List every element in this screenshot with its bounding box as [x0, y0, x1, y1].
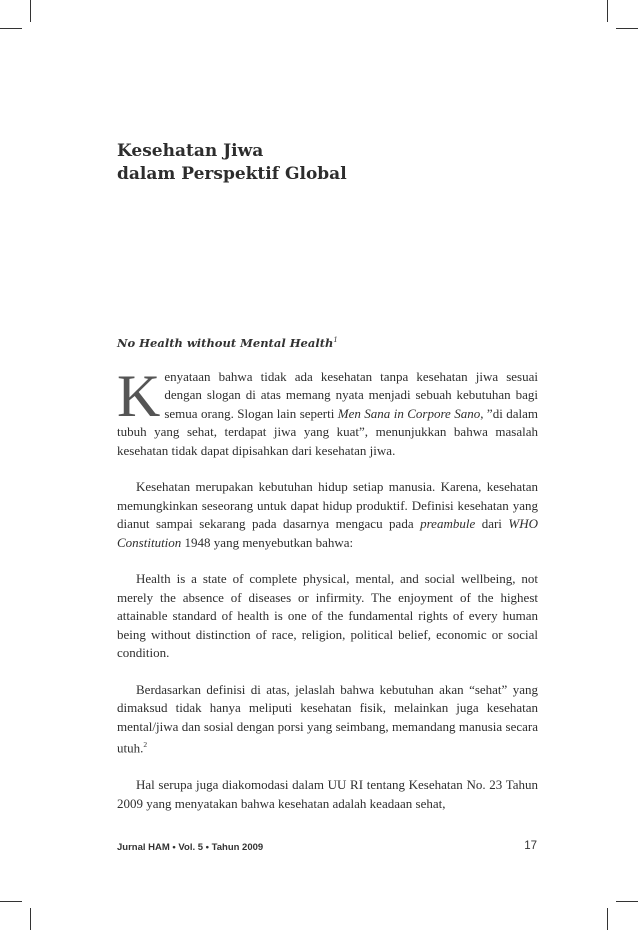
footnote-ref-1: 1 — [333, 336, 338, 345]
crop-mark — [607, 908, 608, 930]
page-title — [117, 140, 347, 186]
para2-text-c: 1948 yang menyebutkan bahwa: — [181, 534, 354, 550]
para2-italic-who: WHO Constitution — [117, 516, 539, 550]
paragraph-3-quote: Health is a state of complete physical, mental, and social wellbeing, not merely the absence of diseases or infirmity. The enjoyment of the highest attainable standard of health is one of the fundamental rights of every human being without distinction of race, religion, political belief, economic or social condition. — [117, 571, 538, 661]
para1-italic-latin: Men Sana in Corpore Sano — [337, 405, 481, 421]
subheading-text: No Health without Mental Health — [117, 336, 334, 350]
crop-mark — [30, 0, 31, 22]
crop-mark — [30, 908, 31, 930]
page-number: 17 — [524, 840, 537, 852]
title-line-1: Kesehatan Jiwa — [117, 141, 264, 161]
para2-text-a: Kesehatan merupakan kebutuhan hidup setiap manusia. Karena, kesehatan memungkinkan seseorang untuk dapat hidup produktif. Definisi kesehatan yang dianut sampai sekarang pada dasarnya mengacu pada — [117, 479, 538, 532]
paragraph-4 — [117, 681, 538, 758]
section-subheading — [117, 336, 338, 350]
para1-text-b: , ”di dalam tubuh yang sehat, terdapat jiwa yang kuat”, menunjukkan bahwa masalah kesehatan tidak dapat dipisahkan dari kesehatan jiwa. — [117, 405, 538, 458]
crop-mark — [0, 28, 22, 29]
crop-mark — [616, 28, 638, 29]
crop-mark — [616, 901, 638, 902]
paragraph-2 — [117, 478, 538, 552]
drop-cap: K — [117, 363, 161, 429]
article-body — [117, 363, 539, 831]
paragraph-1 — [117, 363, 538, 460]
paragraph-5: Hal serupa juga diakomodasi dalam UU RI tentang Kesehatan No. 23 Tahun 2009 yang menyatakan bahwa kesehatan adalah keadaan sehat, — [117, 777, 538, 811]
title-line-2: dalam Perspektif Global — [117, 164, 347, 184]
para4-text: Berdasarkan definisi di atas, jelaslah bahwa kebutuhan akan “sehat” yang dimaksud tidak hanya meliputi kesehatan fisik, melainkan juga kesehatan mental/jiwa dan sosial dengan porsi yang seimbang, memandang manusia secara utuh. — [117, 681, 538, 756]
crop-mark — [607, 0, 608, 22]
journal-footer: Jurnal HAM • Vol. 5 • Tahun 2009 — [117, 842, 264, 853]
para2-text-b: dari — [475, 516, 509, 532]
crop-mark — [0, 901, 22, 902]
para1-text-a: enyataan bahwa tidak ada kesehatan tanpa kesehatan jiwa sesuai dengan slogan di atas memang nyata menjadi sebuah kebutuhan bagi semua orang. Slogan lain seperti — [164, 369, 538, 421]
footnote-ref-2: 2 — [143, 740, 148, 750]
para2-italic-preambule: preambule — [420, 516, 476, 532]
